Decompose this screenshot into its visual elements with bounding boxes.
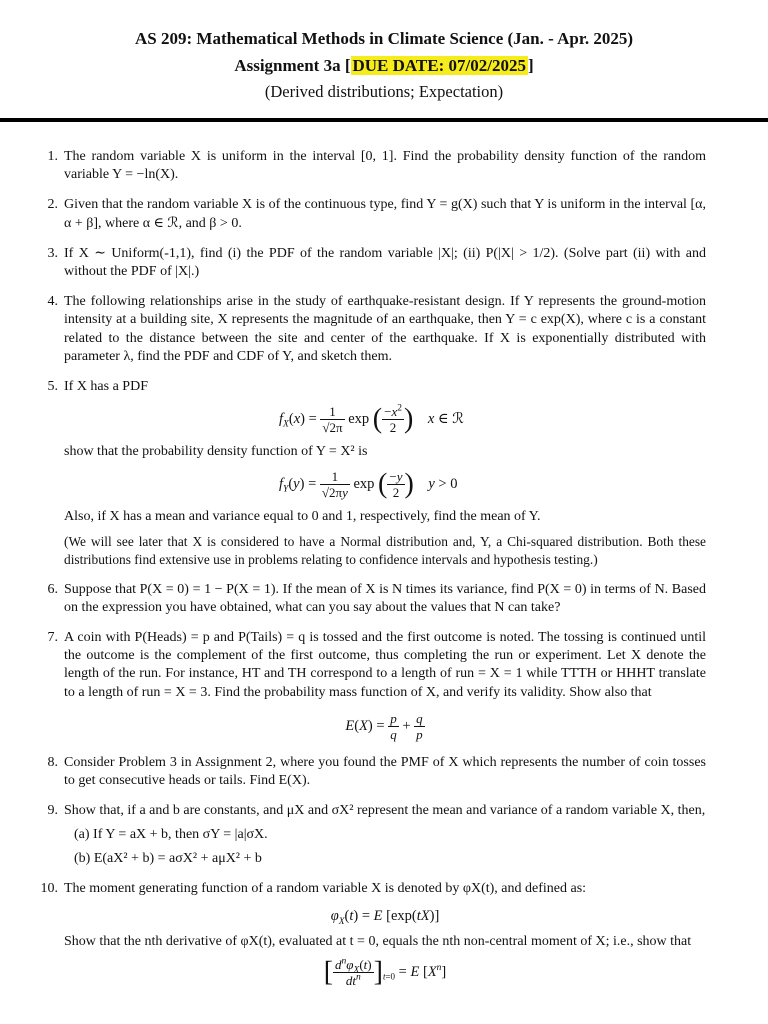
problem-8: 8. Consider Problem 3 in Assignment 2, where you found the PMF of X which represents the number of coin tosses to get consecutive heads or tails. Find E(X). [47, 754, 706, 789]
problem-9-parts [74, 826, 706, 867]
header-rule [0, 118, 768, 122]
course-title: AS 209: Mathematical Methods in Climate Science (Jan. - Apr. 2025) [135, 29, 633, 48]
equation-mgf: $\varphi_X(t) = E$ [exp(tX)] [330, 908, 440, 927]
header [0, 0, 768, 102]
equation-fx: $f_X(x)$ = $\frac{1}{√2\pi}$ exp ( $\frac{-x^2}{2}$ ) x ∈ ℛ [279, 403, 464, 436]
problem-9a: (a) If Y = aX + b, then σY = |a|σX. [74, 827, 268, 843]
problem-1: 1. The random variable X is uniform in the interval [0, 1]. Find the probability density function of the random variable Y = −ln(X). [47, 149, 706, 183]
equation-moment: [ $\frac{d^n\varphi_X(t)}{dt^n}$ ]$_{t=0} = E$ $[X^n]$ [323, 956, 447, 989]
problem-10: 10. The moment generating function of a random variable X is denoted by φX(t), and defined as: $\varphi_X(t) = E$ [exp(tX)] Show that the nth derivative of φX(t), evaluated at t = 0, equals the nth non-central moment of X; i.e., show that [ $\frac{d^n\varphi_X(t)}{dt^n}$ ]$_{t=0} = E$ $[X^n]$ [0, 880, 768, 989]
equation-fy: $f_Y(y)$ = $\frac{1}{√2\pi y}$ exp ( $\frac{-y}{2}$ ) y > 0 [279, 468, 458, 501]
problem-3: 3. If X ∼ Uniform(-1,1), find (i) the PDF of the random variable |X|; (ii) P(|X| > 1/2). (Solve part (ii) with and without the PDF of |X|.) [47, 245, 706, 280]
problem-4: 4. The following relationships arise in the study of earthquake-resistant design. If Y represents the ground-motion intensity at a building site, X represents the magnitude of an earthquake, then Y = c exp(X), where c is a constant related to the distance between the site and center of the earthquake. If X is exponentially distributed with parameter λ, find the PDF and CDF of Y, and sketch them. [47, 294, 706, 364]
problem-7: 7. A coin with P(Heads) = p and P(Tails) = q is tossed and the first outcome is noted. The tossing is continued until the outcome is the complement of the first outcome, thus completing the run or experiment. Let X denote the length of the run. For instance, HT and TH correspond to a length of run = X = 1 while TTTH or HHHT translate to a length of run = X = 3. Find the probability mass function of X, and verify its validity. Show also that E(X) = $\frac{p}{q}$ + $\frac{q}{p}$ [47, 630, 706, 742]
problem-9b: (b) E(aX² + b) = aσX² + aμX² + b [74, 850, 262, 866]
equation-expectation: E(X) = $\frac{p}{q}$ + $\frac{q}{p}$ [345, 710, 423, 742]
problem-5: 5. If X has a PDF $f_X(x)$ = $\frac{1}{√2\pi}$ exp ( $\frac{-x^2}{2}$ ) x ∈ ℛ show that the probability density function of Y = X² is $f_Y(y)$ = $\frac{1}{√2\pi y}$ exp ( $\frac{-y}{2}$ ) y > 0 Also, if X has a mean and variance equal to 0 and 1, respectively, find the mean of Y. (We will see later that X is considered to have a Normal distribution and, Y, a Chi-squared distribution. Both these distributions find extensive use in problems relating to confidence intervals and hypothesis testing.) [47, 379, 706, 567]
problem-2: 2. Given that the random variable X is of the continuous type, find Y = g(X) such that Y is uniform in the interval [α, α + β], where α ∈ ℛ, and β > 0. [47, 197, 706, 231]
assignment-title: Assignment 3a [ DUE DATE: 07/02/2025 ] [234, 56, 534, 75]
problem-5-note: (We will see later that X is considered to have a Normal distribution and, Y, a Chi-squared distribution. Both these distributions find extensive use in problems relating to confidence intervals and hypothesis testing.) [64, 533, 706, 567]
problem-6: 6. Suppose that P(X = 0) = 1 − P(X = 1). If the mean of X is N times its variance, find P(X = 0) in terms of N. Based on the expression you have obtained, what can you say about the values that N can take? [47, 581, 706, 615]
problem-9: 9. Show that, if a and b are constants, and μX and σX² represent the mean and variance of a random variable X, then, (a) If Y = aX + b, then σY = |a|σX. (b) E(aX² + b) = aσX² + aμX² + b [0, 802, 768, 868]
due-date-highlight: DUE DATE: 07/02/2025 [352, 56, 526, 75]
subtitle: (Derived distributions; Expectation) [264, 82, 504, 101]
problem-list [0, 148, 768, 997]
